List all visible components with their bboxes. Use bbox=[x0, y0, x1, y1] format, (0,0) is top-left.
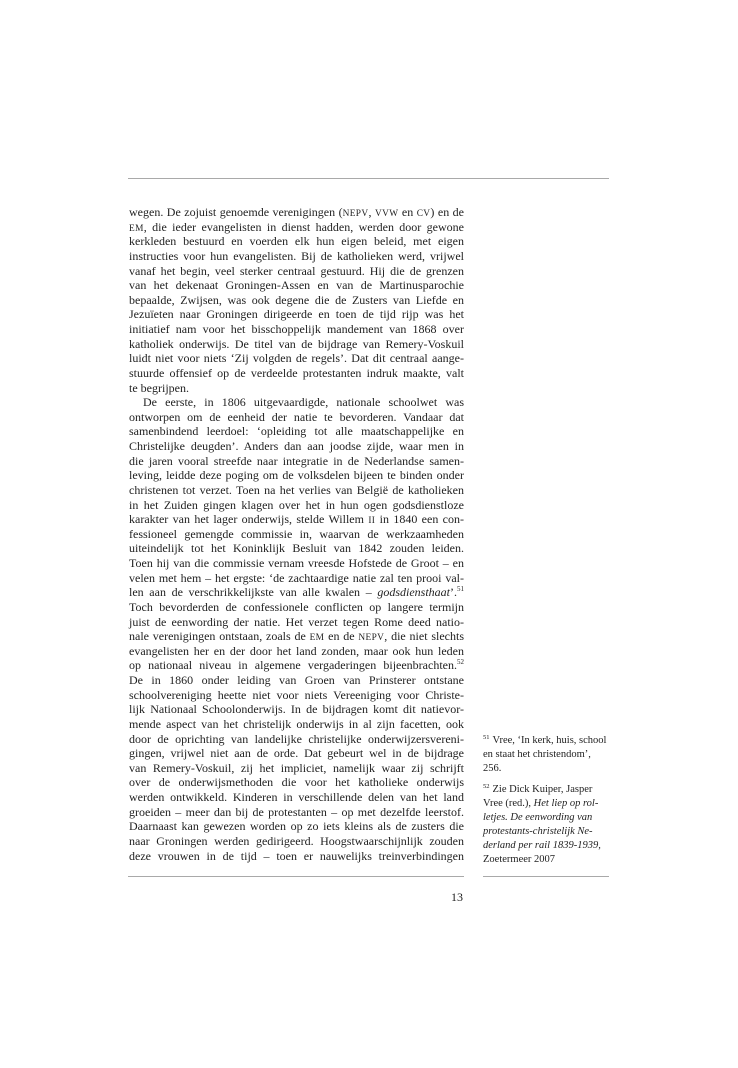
body-line: initiatief nam voor het bisschoppelijk mandement van 1868 over bbox=[129, 322, 464, 336]
page-number: 13 bbox=[451, 890, 463, 904]
text-segment: in 1840 een con- bbox=[375, 512, 464, 527]
body-line: lijk Nationaal Schoolonderwijs. In de bijdragen komt dit natievor- bbox=[129, 702, 464, 717]
body-line bbox=[129, 220, 464, 235]
abbreviation: NEPV bbox=[358, 633, 385, 644]
bottom-rule-main bbox=[128, 876, 464, 877]
bottom-rule-notes bbox=[483, 876, 609, 877]
abbreviation: NEPV bbox=[342, 209, 369, 219]
footnote-reference: 52 bbox=[457, 658, 464, 667]
body-line: van het dekenaat Groningen-Assen en van de Martinusparochie bbox=[129, 278, 464, 293]
text-segment: nale verenigingen ontstaan, zoals de bbox=[129, 629, 310, 644]
body-text-column bbox=[129, 205, 464, 863]
body-line: instructies voor hun evangelisten. Bij de katholieken werd, vrijwel bbox=[129, 248, 464, 263]
body-line bbox=[129, 585, 464, 600]
footnote-line: en staat het christendom’, bbox=[483, 749, 591, 760]
text-segment: en de bbox=[324, 629, 359, 644]
abbreviation: CV bbox=[416, 209, 431, 219]
footnote-text: Vree, ‘In kerk, huis, school bbox=[492, 735, 607, 746]
body-line: leving, leidde deze poging om de volksdelen bijeen te binden onder bbox=[129, 468, 464, 483]
body-line: katholiek onderwijs. De titel van de bijdrage van Remery-Voskuil bbox=[129, 336, 464, 351]
body-line: De in 1860 onder leiding van Groen van Prinsterer ontstane bbox=[129, 673, 464, 687]
body-line bbox=[129, 205, 464, 220]
body-line: in het Zuiden gingen klagen over het in hun ogen godsdienstloze bbox=[129, 497, 464, 512]
body-line: velen met hem – het ergste: ‘de zachtaardige natie zal ten prooi val- bbox=[129, 570, 464, 585]
body-line bbox=[129, 512, 464, 527]
book-title-italic: Het liep op rol- bbox=[533, 798, 599, 809]
footnote-line-italic: protestants-christelijk Ne- bbox=[483, 826, 593, 837]
body-line: fessioneel gemengde commissie in, waarvan de werkzaamheden bbox=[129, 526, 464, 541]
footnote-text: Zie Dick Kuiper, Jasper bbox=[492, 784, 593, 795]
body-line: van Remery-Voskuil, zij het impliciet, namelijk waar zij schrijft bbox=[129, 760, 464, 775]
text-segment: ’. bbox=[450, 585, 457, 600]
roman-numeral: II bbox=[368, 516, 376, 527]
body-line bbox=[129, 658, 464, 673]
body-line: deze vrouwen in de tijd – toen er nauwelijks treinverbindingen bbox=[129, 848, 464, 863]
body-line: bepaalde, Zwijsen, was ook degene die de Zusters van Liefde en bbox=[129, 292, 464, 307]
body-line: ontworpen om de eenheid der natie te bevorderen. Vandaar dat bbox=[129, 409, 464, 424]
body-line: samenbindend leerdoel: ‘opleiding tot alle maatschappelijke en bbox=[129, 424, 464, 439]
text-segment: ) en de bbox=[430, 205, 465, 219]
body-line: naar Groningen werden gedirigeerd. Hoogstwaarschijnlijk zouden bbox=[129, 833, 464, 848]
body-line: door de oprichting van landelijke christelijke onderwijzersvereni- bbox=[129, 731, 464, 746]
footnote-number: 51 bbox=[483, 733, 490, 741]
body-line: gingen, vrijwel niet aan de orde. Dat gebeurt wel in de bijdrage bbox=[129, 746, 464, 761]
body-line: evangelisten her en der door het land zonden, maar ook hun leden bbox=[129, 643, 464, 658]
footnote-52 bbox=[483, 783, 609, 867]
body-line: Jezuïeten naar Groningen dirigeerde en toen de tijd rijp was het bbox=[129, 307, 464, 322]
body-line: die jaren vooral streefde naar integratie in de Nederlandse samen- bbox=[129, 453, 464, 468]
abbreviation: EM bbox=[309, 633, 325, 644]
text-segment: , die ieder evangelisten in dienst hadden, werden door gewone bbox=[143, 219, 464, 234]
body-line: vanaf het begin, veel sterker centraal gestuurd. Hij die de grenzen bbox=[129, 263, 464, 278]
body-line bbox=[129, 629, 464, 644]
body-line: Toen hij van die commissie vernam vreesde Hofstede de Groot – en bbox=[129, 556, 464, 570]
footnote-text: Vree (red.), bbox=[483, 798, 534, 809]
text-segment: , bbox=[368, 205, 375, 219]
footnote-line-italic: derland per rail 1839-1939, bbox=[483, 840, 601, 851]
top-rule bbox=[128, 178, 609, 179]
body-line: stuurde offensief op de verdeelde protestanten indruk maakte, valt bbox=[129, 365, 464, 380]
text-segment: op nationaal niveau in algemene vergaderingen bijeenbrachten. bbox=[129, 658, 457, 673]
body-line: Christelijke deugden’. Anders dan aan joodse zijde, waar men in bbox=[129, 439, 464, 453]
text-segment: karakter van het lager onderwijs, stelde Willem bbox=[129, 512, 369, 527]
footnote-line: Zoetermeer 2007 bbox=[483, 854, 556, 865]
footnote-line bbox=[483, 783, 609, 797]
body-line: christenen tot verzet. Toen na het verlies van België de katholieken bbox=[129, 482, 464, 497]
body-line: werden ontwikkeld. Kinderen in verschillende delen van het land bbox=[129, 790, 464, 804]
body-line: over de onderwijsmethoden die voor het katholieke onderwijs bbox=[129, 775, 464, 790]
text-segment: wegen. De zojuist genoemde verenigingen ( bbox=[129, 205, 343, 219]
footnote-51 bbox=[483, 734, 609, 776]
body-line-paragraph-start: De eerste, in 1806 uitgevaardigde, nationale schoolwet was bbox=[143, 395, 464, 410]
abbreviation: VVW bbox=[374, 209, 399, 219]
abbreviation: EM bbox=[129, 223, 144, 234]
footnote-number: 52 bbox=[483, 782, 490, 790]
body-line: groeiden – meer dan bij de protestanten – op met dezelfde leerstof. bbox=[129, 804, 464, 819]
text-segment: , die niet slechts bbox=[384, 629, 464, 644]
italic-text: godsdiensthaat bbox=[377, 585, 450, 600]
body-line: uiteindelijk tot het Koninklijk Besluit van 1842 zouden leiden. bbox=[129, 541, 464, 556]
body-line: mende aspect van het christelijk onderwijs in al zijn facetten, ook bbox=[129, 716, 464, 731]
body-line: luidt niet voor niets ‘Zij volgden de regels’. Dat dit centraal aange- bbox=[129, 351, 464, 366]
footnote-line bbox=[483, 734, 609, 748]
footnote-line-italic: letjes. De eenwording van bbox=[483, 812, 593, 823]
body-line: Toch bevorderden de confessionele conflicten op langere termijn bbox=[129, 599, 464, 614]
body-line: Daarnaast kan gewezen worden op zo iets kleins als de zusters die bbox=[129, 819, 464, 834]
footnote-line: 256. bbox=[483, 763, 502, 774]
body-line-paragraph-end: te begrijpen. bbox=[129, 380, 189, 395]
text-segment: len aan de verschrikkelijkste van alle kwalen – bbox=[129, 585, 378, 600]
footnote-reference: 51 bbox=[457, 585, 464, 594]
text-segment: en bbox=[398, 205, 417, 219]
body-line: kerkleden bestuurd en voerden elk hun eigen beleid, met eigen bbox=[129, 234, 464, 249]
footnote-line bbox=[483, 797, 609, 811]
body-line: juist de eenwording der natie. Het verzet tegen Rome deed natio- bbox=[129, 614, 464, 629]
body-line: schoolvereniging heette niet voor niets Vereeniging voor Christe- bbox=[129, 687, 464, 702]
